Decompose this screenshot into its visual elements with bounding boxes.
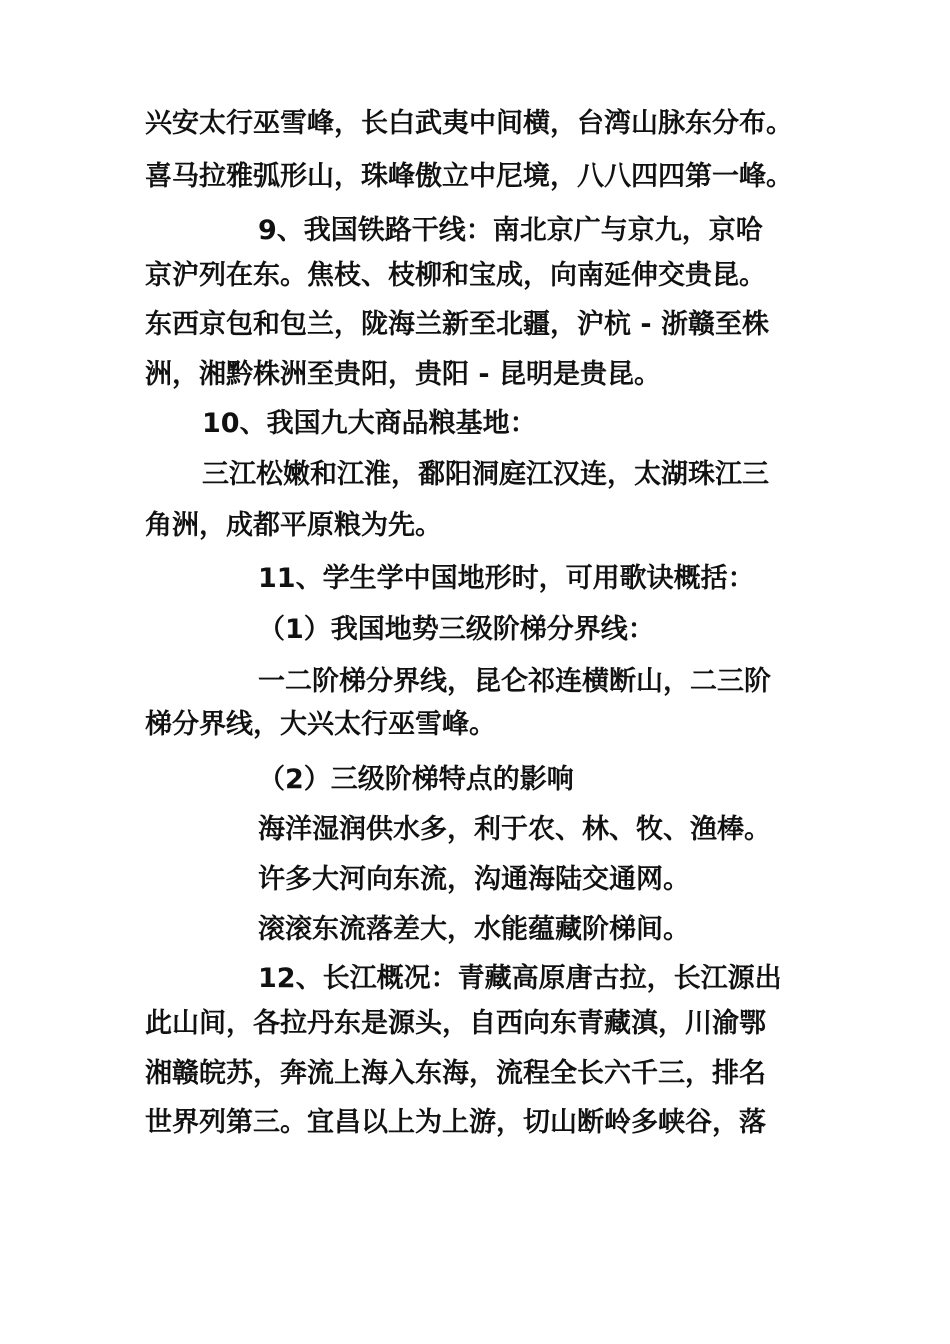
text-line: 梯分界线，大兴太行巫雪峰。	[145, 709, 496, 740]
text-line: 湘赣皖苏，奔流上海入东海，流程全长六千三，排名	[145, 1058, 766, 1089]
text-line: 此山间，各拉丹东是源头，自西向东青藏滇，川渝鄂	[145, 1008, 766, 1039]
section-heading-10: 10、我国九大商品粮基地：	[202, 408, 537, 439]
text-line: 兴安太行巫雪峰，长白武夷中间横，台湾山脉东分布。	[145, 108, 793, 139]
section-heading-9: 9、我国铁路干线：南北京广与京九，京哈	[258, 215, 763, 246]
text-line: 滚滚东流落差大，水能蕴藏阶梯间。	[258, 914, 690, 945]
text-line: 一二阶梯分界线，昆仑祁连横断山，二三阶	[258, 666, 771, 697]
subheading-1: （1）我国地势三级阶梯分界线：	[258, 614, 655, 645]
text-line: 洲，湘黔株洲至贵阳，贵阳 - 昆明是贵昆。	[145, 359, 662, 390]
text-line: 海洋湿润供水多，利于农、林、牧、渔棒。	[258, 814, 771, 845]
text-line: 东西京包和包兰，陇海兰新至北疆，沪杭 - 浙赣至株	[145, 309, 770, 340]
text-line: 喜马拉雅弧形山，珠峰傲立中尼境，八八四四第一峰。	[145, 161, 793, 192]
text-line: 京沪列在东。焦枝、枝柳和宝成，向南延伸交贵昆。	[145, 260, 766, 291]
section-heading-11: 11、学生学中国地形时，可用歌诀概括：	[258, 563, 755, 594]
text-line: 三江松嫩和江淮，鄱阳洞庭江汉连，太湖珠江三	[202, 459, 769, 490]
text-line: 角洲，成都平原粮为先。	[145, 510, 442, 541]
text-line: 世界列第三。宜昌以上为上游，切山断岭多峡谷，落	[145, 1107, 766, 1138]
subheading-2: （2）三级阶梯特点的影响	[258, 764, 574, 795]
section-heading-12: 12、长江概况：青藏高原唐古拉，长江源出	[258, 963, 782, 994]
text-line: 许多大河向东流，沟通海陆交通网。	[258, 864, 690, 895]
